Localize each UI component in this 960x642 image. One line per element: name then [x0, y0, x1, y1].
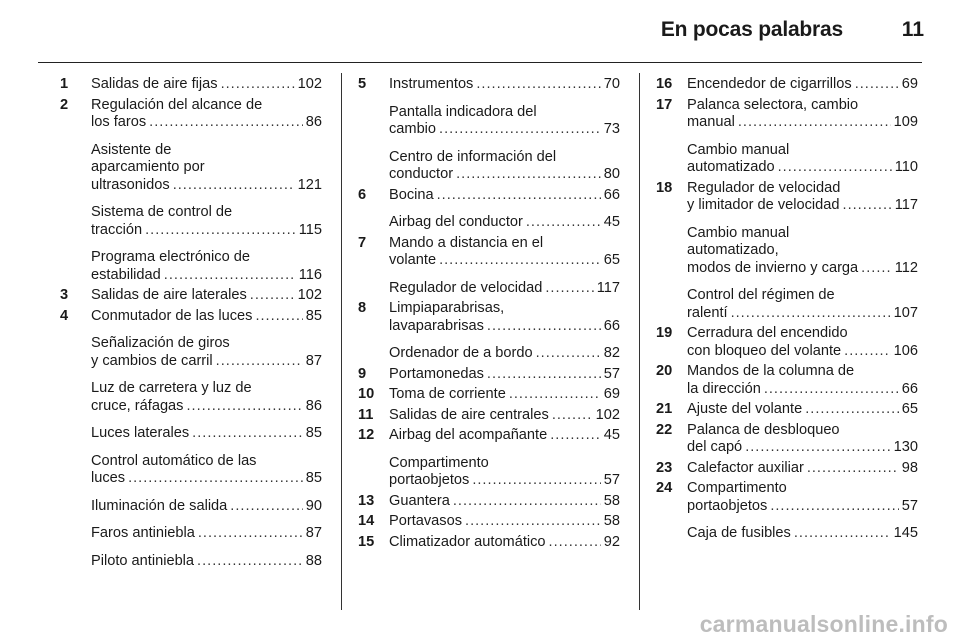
- entry-text: Iluminación de salida: [91, 497, 228, 514]
- index-entry: [358, 149, 620, 184]
- entry-page-ref: 58: [603, 513, 620, 529]
- index-entry: [656, 525, 918, 543]
- entry-text: conductor: [389, 166, 454, 182]
- entry-text: Calefactor auxiliar: [687, 459, 804, 476]
- entry-page-ref: 102: [297, 287, 322, 303]
- dot-leader: [128, 470, 303, 488]
- index-entry: [656, 325, 918, 360]
- entry-text: Salidas de aire laterales: [91, 287, 247, 303]
- entry-text: Señalización de giros: [91, 335, 230, 351]
- watermark: carmanualsonline.info: [699, 611, 948, 637]
- entry-text: Ordenador de a bordo: [389, 345, 533, 361]
- entry-page-ref: 85: [305, 307, 322, 324]
- dot-leader: [439, 121, 601, 139]
- dot-leader: [453, 493, 601, 511]
- index-entry: [60, 142, 322, 195]
- index-entry: [358, 300, 620, 335]
- entry-page-ref: 65: [901, 401, 918, 417]
- entry-text: Luces laterales: [91, 425, 190, 441]
- dot-leader: [778, 159, 892, 177]
- index-entry: [60, 498, 322, 516]
- entry-text: Cambio manual: [687, 141, 790, 158]
- entry-number: 21: [656, 401, 673, 417]
- entry-number: 8: [358, 300, 367, 316]
- entry-page-ref: 102: [595, 406, 620, 423]
- index-entry: [358, 235, 620, 270]
- dot-leader: [855, 76, 899, 94]
- entry-text: Faros antiniebla: [91, 525, 195, 541]
- dot-leader: [861, 260, 892, 278]
- dot-leader: [173, 177, 295, 195]
- dot-leader: [198, 525, 303, 543]
- entry-text: automatizado,: [687, 242, 779, 258]
- entry-number: 2: [60, 96, 69, 113]
- entry-text: ralentí: [687, 304, 728, 321]
- dot-leader: [145, 222, 296, 240]
- entry-text: Conmutador de las luces: [91, 307, 253, 324]
- entry-page-ref: 92: [603, 533, 620, 550]
- index-entry: [60, 308, 322, 326]
- index-entry: [358, 214, 620, 232]
- index-entry: [358, 386, 620, 404]
- entry-text: automatizado: [687, 159, 775, 175]
- entry-text: Guantera: [389, 492, 450, 509]
- entry-page-ref: 145: [893, 525, 918, 541]
- dot-leader: [552, 407, 593, 425]
- entry-text: Regulador de velocidad: [389, 279, 543, 296]
- index-column-1: [60, 76, 322, 573]
- entry-text: tracción: [91, 221, 143, 238]
- entry-page-ref: 45: [603, 427, 620, 443]
- entry-number: 1: [60, 76, 69, 92]
- index-entry: [60, 380, 322, 415]
- entry-text: Control del régimen de: [687, 287, 835, 303]
- entry-text: Caja de fusibles: [687, 525, 791, 541]
- index-column-2: [358, 76, 620, 554]
- dot-leader: [476, 76, 600, 94]
- index-entry: [656, 97, 918, 132]
- index-entry: [60, 249, 322, 284]
- entry-text: Cambio manual: [687, 224, 790, 241]
- page-number: 11: [901, 18, 924, 41]
- entry-number: 6: [358, 186, 367, 203]
- entry-text: Climatizador automático: [389, 533, 546, 550]
- index-entry: [656, 180, 918, 215]
- dot-leader: [250, 287, 295, 305]
- entry-text: Mando a distancia en el: [389, 234, 544, 251]
- entry-text: Limpiaparabrisas,: [389, 300, 505, 316]
- entry-text: Asistente de: [91, 141, 172, 158]
- dot-leader: [526, 214, 601, 232]
- entry-text: Regulación del alcance de: [91, 96, 263, 113]
- header-divider: [38, 62, 922, 63]
- dot-leader: [186, 398, 302, 416]
- dot-leader: [230, 498, 302, 516]
- entry-page-ref: 70: [603, 76, 620, 92]
- index-entry: [656, 142, 918, 177]
- entry-number: 7: [358, 234, 367, 251]
- index-entry: [60, 335, 322, 370]
- dot-leader: [805, 401, 899, 419]
- entry-page-ref: 87: [305, 525, 322, 541]
- entry-text: volante: [389, 252, 437, 268]
- entry-page-ref: 66: [603, 186, 620, 203]
- dot-leader: [536, 345, 601, 363]
- entry-page-ref: 69: [901, 76, 918, 92]
- dot-leader: [197, 553, 303, 571]
- index-entry: [358, 493, 620, 511]
- dot-leader: [487, 318, 601, 336]
- entry-number: 5: [358, 76, 367, 92]
- dot-leader: [439, 252, 601, 270]
- dot-leader: [456, 166, 601, 184]
- index-entry: [60, 97, 322, 132]
- entry-text: aparcamiento por: [91, 159, 205, 175]
- entry-text: y cambios de carril: [91, 352, 213, 369]
- entry-number: 19: [656, 325, 673, 341]
- entry-text: del capó: [687, 439, 743, 455]
- entry-number: 14: [358, 513, 375, 529]
- entry-page-ref: 88: [305, 552, 322, 569]
- entry-number: 18: [656, 179, 673, 196]
- index-entry: [656, 76, 918, 94]
- index-entry: [60, 287, 322, 305]
- index-entry: [656, 287, 918, 322]
- dot-leader: [549, 534, 601, 552]
- entry-text: Instrumentos: [389, 76, 474, 92]
- entry-page-ref: 66: [901, 380, 918, 397]
- entry-page-ref: 90: [305, 497, 322, 514]
- dot-leader: [550, 427, 601, 445]
- entry-page-ref: 117: [894, 197, 918, 213]
- entry-text: portaobjetos: [389, 472, 470, 488]
- dot-leader: [738, 114, 891, 132]
- entry-text: los faros: [91, 114, 147, 130]
- entry-text: Toma de corriente: [389, 386, 506, 402]
- entry-page-ref: 116: [298, 266, 322, 283]
- entry-text: Luz de carretera y luz de: [91, 380, 252, 396]
- entry-page-ref: 82: [603, 345, 620, 361]
- entry-text: Airbag del acompañante: [389, 427, 548, 443]
- entry-number: 12: [358, 427, 375, 443]
- entry-page-ref: 86: [305, 114, 322, 130]
- entry-number: 24: [656, 480, 673, 496]
- index-entry: [60, 553, 322, 571]
- entry-page-ref: 80: [603, 166, 620, 182]
- index-entry: [358, 455, 620, 490]
- entry-text: Control automático de las: [91, 452, 257, 469]
- entry-page-ref: 115: [298, 221, 322, 238]
- dot-leader: [770, 498, 898, 516]
- dot-leader: [764, 381, 899, 399]
- entry-text: Palanca selectora, cambio: [687, 96, 859, 113]
- index-entry: [656, 422, 918, 457]
- dot-leader: [216, 353, 303, 371]
- index-entry: [358, 187, 620, 205]
- dot-leader: [472, 472, 600, 490]
- dot-leader: [843, 197, 892, 215]
- index-entry: [358, 366, 620, 384]
- entry-number: 13: [358, 492, 375, 509]
- entry-page-ref: 57: [603, 365, 620, 382]
- entry-page-ref: 109: [893, 114, 918, 130]
- entry-page-ref: 130: [893, 439, 918, 455]
- entry-number: 3: [60, 287, 69, 303]
- entry-text: Regulador de velocidad: [687, 179, 841, 196]
- index-entry: [60, 525, 322, 543]
- dot-leader: [731, 305, 891, 323]
- entry-number: 10: [358, 386, 375, 402]
- entry-text: Sistema de control de: [91, 204, 233, 220]
- entry-text: ultrasonidos: [91, 176, 170, 193]
- index-column-3: [656, 76, 918, 546]
- index-entry: [358, 534, 620, 552]
- column-divider: [639, 73, 640, 610]
- dot-leader: [192, 425, 303, 443]
- entry-text: Bocina: [389, 186, 434, 203]
- entry-text: Palanca de desbloqueo: [687, 421, 840, 438]
- entry-text: modos de invierno y carga: [687, 259, 859, 276]
- entry-text: Centro de información del: [389, 148, 557, 165]
- entry-page-ref: 102: [297, 76, 322, 92]
- dot-leader: [745, 439, 890, 457]
- entry-text: Pantalla indicadora del: [389, 103, 537, 120]
- entry-page-ref: 117: [596, 279, 620, 296]
- index-entry: [60, 453, 322, 488]
- entry-page-ref: 106: [893, 342, 918, 359]
- index-entry: [358, 280, 620, 298]
- entry-page-ref: 85: [305, 470, 322, 486]
- dot-leader: [437, 187, 601, 205]
- entry-text: Piloto antiniebla: [91, 552, 195, 569]
- entry-text: Portamonedas: [389, 365, 484, 382]
- entry-text: Salidas de aire fijas: [91, 76, 218, 92]
- index-entry: [656, 225, 918, 278]
- index-entry: [656, 401, 918, 419]
- entry-number: 20: [656, 363, 673, 379]
- dot-leader: [149, 114, 303, 132]
- entry-page-ref: 121: [297, 176, 322, 193]
- index-entry: [358, 427, 620, 445]
- entry-page-ref: 58: [603, 492, 620, 509]
- entry-text: y limitador de velocidad: [687, 197, 840, 213]
- entry-text: Encendedor de cigarrillos: [687, 76, 852, 92]
- entry-number: 17: [656, 96, 673, 113]
- entry-page-ref: 73: [603, 121, 620, 137]
- entry-text: Salidas de aire centrales: [389, 406, 549, 423]
- index-entry: [358, 104, 620, 139]
- entry-text: portaobjetos: [687, 497, 768, 514]
- dot-leader: [545, 280, 593, 298]
- entry-text: la dirección: [687, 380, 761, 397]
- dot-leader: [487, 366, 601, 384]
- page-title: En pocas palabras: [660, 18, 843, 41]
- entry-number: 9: [358, 365, 367, 382]
- dot-leader: [221, 76, 295, 94]
- entry-page-ref: 87: [305, 352, 322, 369]
- entry-page-ref: 98: [901, 459, 918, 476]
- entry-number: 22: [656, 421, 673, 438]
- index-entry: [358, 513, 620, 531]
- dot-leader: [807, 460, 899, 478]
- entry-number: 11: [358, 406, 374, 423]
- entry-page-ref: 86: [305, 397, 322, 414]
- entry-page-ref: 112: [894, 259, 918, 276]
- index-entry: [656, 460, 918, 478]
- dot-leader: [255, 308, 302, 326]
- entry-page-ref: 57: [901, 497, 918, 514]
- entry-text: cambio: [389, 121, 437, 137]
- index-entry: [656, 480, 918, 515]
- entry-page-ref: 110: [894, 159, 918, 175]
- entry-page-ref: 107: [893, 304, 918, 321]
- entry-number: 4: [60, 307, 69, 324]
- entry-text: Ajuste del volante: [687, 401, 803, 417]
- entry-text: con bloqueo del volante: [687, 342, 842, 359]
- entry-text: Programa electrónico de: [91, 249, 250, 265]
- entry-text: Mandos de la columna de: [687, 363, 855, 379]
- index-entry: [656, 363, 918, 398]
- entry-number: 23: [656, 459, 673, 476]
- page-header: [0, 0, 960, 56]
- entry-page-ref: 69: [603, 386, 620, 402]
- index-entry: [358, 345, 620, 363]
- index-entry: [60, 425, 322, 443]
- entry-text: Compartimento: [389, 454, 489, 471]
- entry-number: 15: [358, 533, 375, 550]
- index-entry: [60, 76, 322, 94]
- dot-leader: [794, 525, 891, 543]
- entry-text: estabilidad: [91, 266, 161, 283]
- entry-text: Cerradura del encendido: [687, 325, 848, 341]
- index-entry: [358, 76, 620, 94]
- entry-page-ref: 45: [603, 214, 620, 230]
- entry-page-ref: 66: [603, 317, 620, 334]
- entry-page-ref: 57: [603, 472, 620, 488]
- entry-number: 16: [656, 76, 673, 92]
- entry-page-ref: 85: [305, 425, 322, 441]
- dot-leader: [509, 386, 601, 404]
- entry-text: Portavasos: [389, 513, 463, 529]
- column-divider: [341, 73, 342, 610]
- entry-text: Compartimento: [687, 480, 787, 496]
- dot-leader: [465, 513, 601, 531]
- entry-text: manual: [687, 114, 735, 130]
- entry-text: lavaparabrisas: [389, 317, 484, 334]
- index-entry: [358, 407, 620, 425]
- index-entry: [60, 204, 322, 239]
- entry-text: luces: [91, 470, 126, 486]
- entry-text: Airbag del conductor: [389, 214, 523, 230]
- dot-leader: [164, 267, 296, 285]
- dot-leader: [844, 343, 890, 361]
- entry-page-ref: 65: [603, 252, 620, 268]
- entry-text: cruce, ráfagas: [91, 397, 184, 414]
